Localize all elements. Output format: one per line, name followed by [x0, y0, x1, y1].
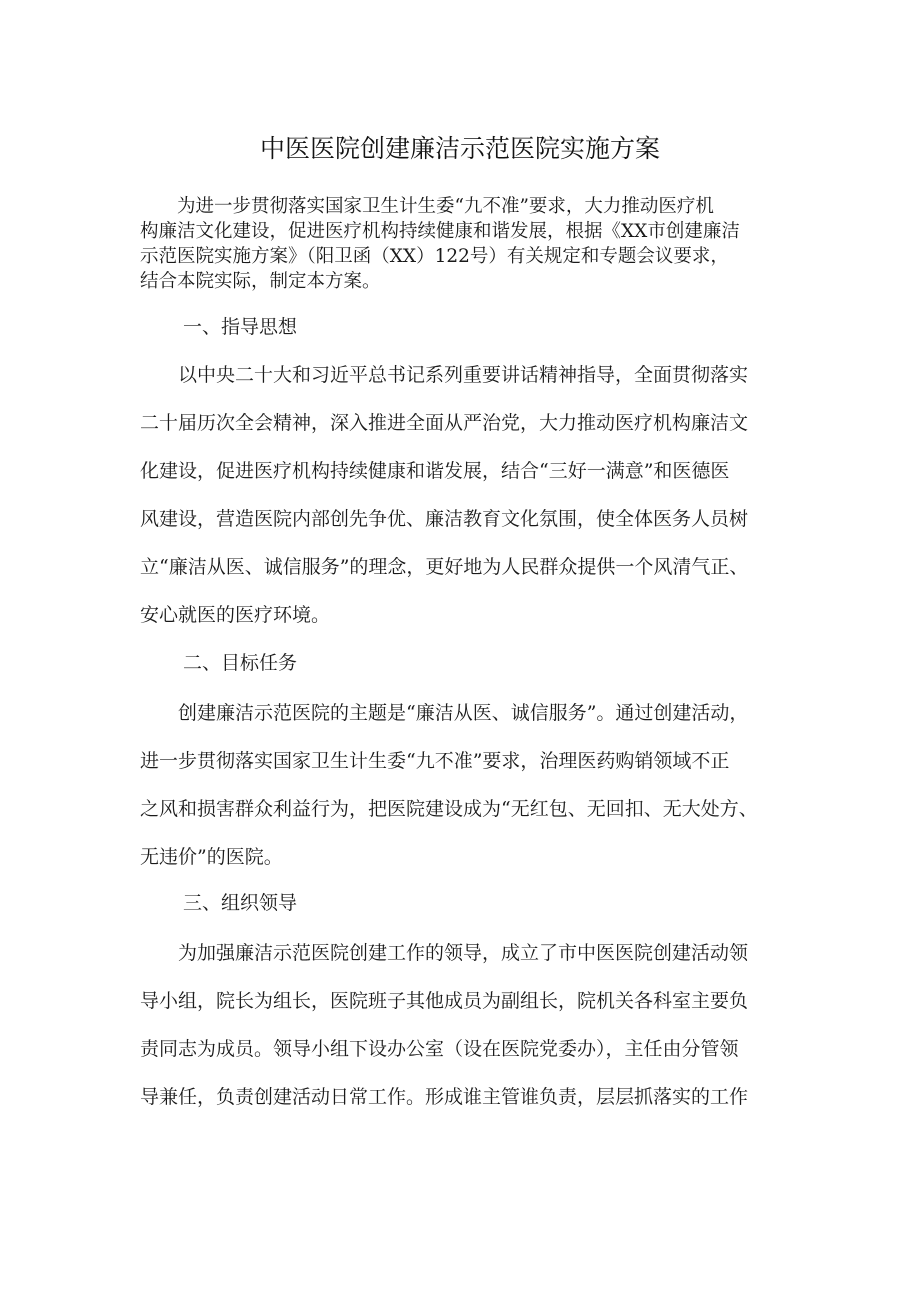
paragraph-line: 导兼任，负责创建活动日常工作。形成谁主管谁负责，层层抓落实的工作	[140, 1086, 749, 1108]
paragraph-line: 风建设，营造医院内部创先争优、廉洁教育文化氛围，使全体医务人员树	[140, 508, 749, 530]
paragraph-line: 进一步贯彻落实国家卫生计生委“九不准”要求，治理医药购销领域不正	[140, 750, 730, 772]
intro-line: 构廉洁文化建设，促进医疗机构持续健康和谐发展，根据《XX市创建廉洁	[140, 221, 740, 242]
intro-paragraph	[140, 194, 800, 294]
paragraph-line: 安心就医的医疗环境。	[140, 604, 331, 626]
paragraph-line: 导小组，院长为组长，医院班子其他成员为副组长，院机关各科室主要负	[140, 990, 749, 1012]
paragraph-line: 责同志为成员。领导小组下设办公室（设在医院党委办），主任由分管领	[140, 1038, 739, 1060]
intro-line: 为进一步贯彻落实国家卫生计生委“九不准”要求，大力推动医疗机	[140, 196, 714, 217]
paragraph-line: 为加强廉洁示范医院创建工作的领导，成立了市中医医院创建活动领	[140, 942, 749, 964]
paragraph-line: 二十届历次全会精神，深入推进全面从严治党，大力推动医疗机构廉洁文	[140, 412, 749, 434]
section-heading-objectives: 二、目标任务	[183, 652, 298, 674]
paragraph-line: 化建设，促进医疗机构持续健康和谐发展，结合“三好一满意”和医德医	[140, 460, 730, 482]
intro-line: 结合本院实际，制定本方案。	[140, 271, 381, 292]
paragraph-line: 立“廉洁从医、诚信服务”的理念，更好地为人民群众提供一个风清气正、	[140, 556, 749, 578]
section-heading-organization: 三、组织领导	[183, 892, 298, 914]
paragraph-line: 创建廉洁示范医院的主题是“廉洁从医、诚信服务”。通过创建活动，	[140, 702, 749, 724]
paragraph-line: 以中央二十大和习近平总书记系列重要讲话精神指导，全面贯彻落实	[140, 364, 749, 386]
intro-line: 示范医院实施方案》（阳卫函（XX）122号）有关规定和专题会议要求，	[140, 246, 729, 267]
section-heading-guiding-ideology: 一、指导思想	[183, 316, 298, 338]
paragraph-line: 之风和损害群众利益行为，把医院建设成为“无红包、无回扣、无大处方、	[140, 798, 758, 820]
paragraph-line: 无违价”的医院。	[140, 846, 283, 868]
page-title: 中医医院创建廉洁示范医院实施方案	[259, 134, 660, 163]
